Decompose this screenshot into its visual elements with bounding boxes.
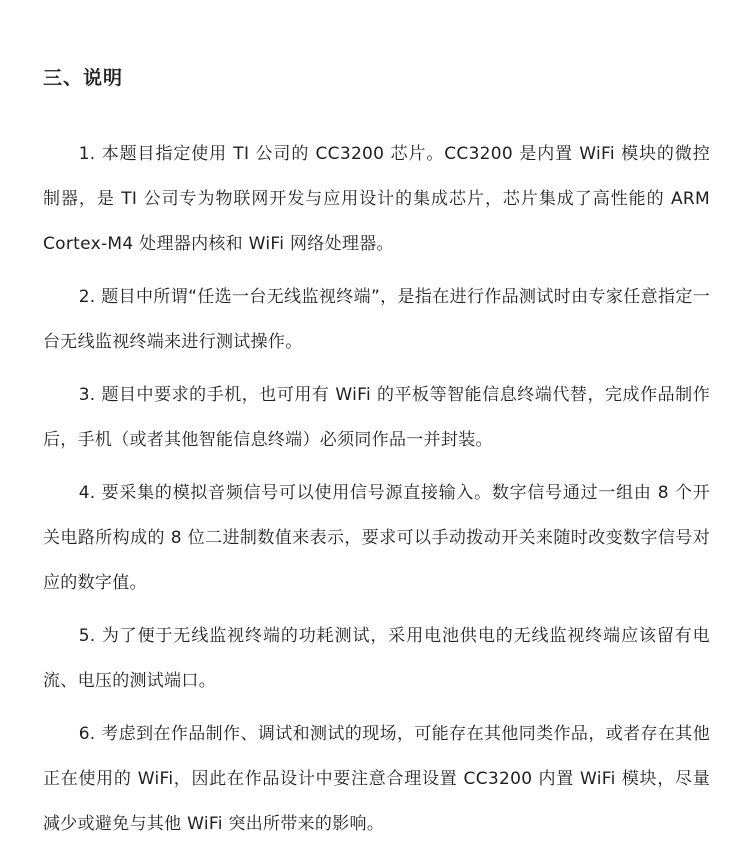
note-paragraph-6: 6. 考虑到在作品制作、调试和测试的现场，可能存在其他同类作品，或者存在其他正在使用的 WiFi，因此在作品设计中要注意合理设置 CC3200 内置 WiFi 模块，尽量减少或避免与其他 WiFi 突出所带来的影响。	[43, 724, 710, 834]
note-paragraph-5: 5. 为了便于无线监视终端的功耗测试，采用电池供电的无线监视终端应该留有电流、电压的测试端口。	[43, 626, 710, 691]
note-paragraph-3: 3. 题目中要求的手机，也可用有 WiFi 的平板等智能信息终端代替，完成作品制作后，手机（或者其他智能信息终端）必须同作品一并封装。	[43, 385, 710, 450]
note-paragraph-1: 1. 本题目指定使用 TI 公司的 CC3200 芯片。CC3200 是内置 WiFi 模块的微控制器，是 TI 公司专为物联网开发与应用设计的集成芯片，芯片集成了高性能的 ARM Cortex-M4 处理器内核和 WiFi 网络处理器。	[43, 144, 710, 254]
note-paragraph-2: 2. 题目中所谓“任选一台无线监视终端”，是指在进行作品测试时由专家任意指定一台无线监视终端来进行测试操作。	[43, 287, 710, 352]
note-paragraph-4: 4. 要采集的模拟音频信号可以使用信号源直接输入。数字信号通过一组由 8 个开关电路所构成的 8 位二进制数值来表示，要求可以手动拨动开关来随时改变数字信号对应的数字值。	[43, 483, 710, 593]
section-heading: 三、说明	[43, 67, 124, 89]
